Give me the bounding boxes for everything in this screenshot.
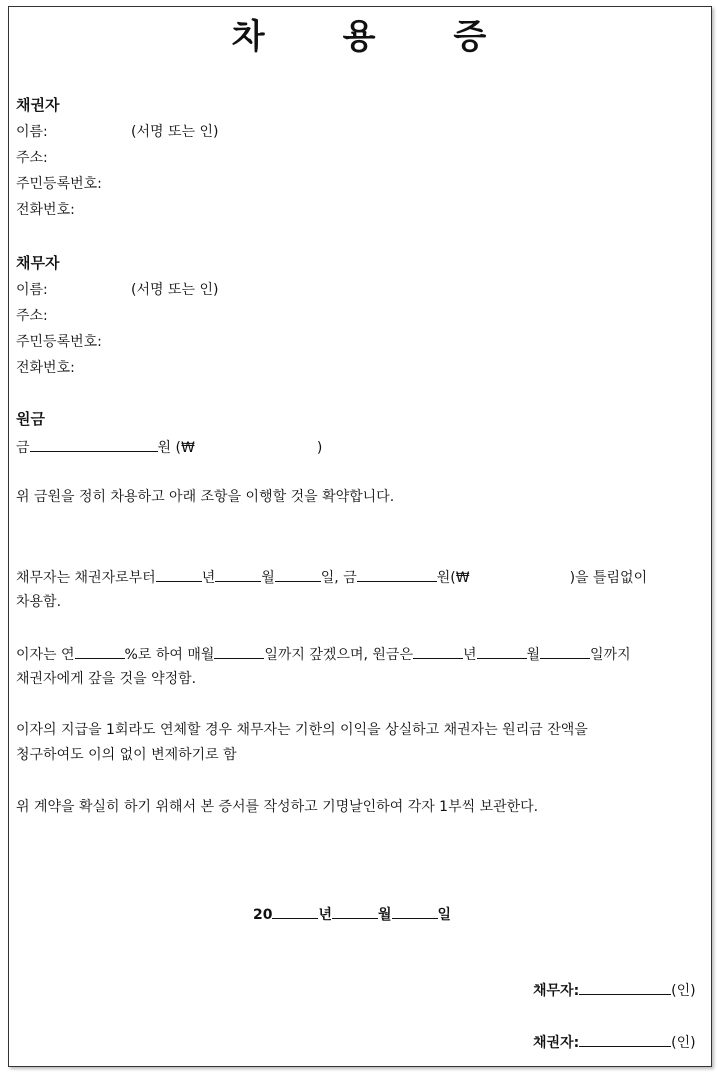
- debtor-heading: 채무자: [16, 254, 60, 272]
- text: (인): [671, 983, 696, 999]
- para3-line2: 청구하여도 이의 없이 변제하기로 함: [16, 747, 237, 763]
- para4-text: 위 계약을 확실히 하기 위해서 본 증서를 작성하고 기명날인하여 각자 1부씩 보관한다.: [16, 799, 539, 815]
- text: 년: [462, 647, 477, 663]
- pledge-text: 위 금원을 정히 차용하고 아래 조항을 이행할 것을 확약합니다.: [16, 489, 395, 505]
- text: 일까지: [590, 647, 631, 663]
- para3-line1: 이자의 지급을 1회라도 연체할 경우 채무자는 기한의 이익을 상실하고 채권자는 원리금 잔액을: [16, 722, 588, 738]
- debtor-sign-note: (서명 또는 인): [131, 282, 219, 298]
- creditor-phone-label: 전화번호:: [16, 202, 75, 218]
- creditor-heading: 채권자: [16, 96, 60, 114]
- text: 이자는 연: [16, 647, 75, 663]
- day-blank[interactable]: [275, 567, 321, 582]
- creditor-name-label: 이름:: [16, 124, 48, 140]
- debtor-address-label: 주소:: [16, 308, 48, 324]
- title-char: 증: [453, 17, 489, 57]
- principal-close: ): [316, 440, 323, 456]
- para2-line2: 채권자에게 갚을 것을 약정함.: [16, 671, 197, 687]
- text: 일: [437, 907, 452, 923]
- text: 년: [318, 907, 333, 923]
- creditor-id-label: 주민등록번호:: [16, 176, 102, 192]
- document-title: [9, 17, 711, 57]
- day-blank[interactable]: [540, 644, 590, 659]
- creditor-sign-note: (서명 또는 인): [131, 124, 219, 140]
- debtor-id-label: 주민등록번호:: [16, 334, 102, 350]
- date-line: [253, 904, 451, 924]
- text: 년: [201, 570, 216, 586]
- text: )을 틀림없이: [569, 570, 648, 586]
- text: %로 하여 매월: [124, 647, 215, 663]
- signature-blank[interactable]: [579, 1032, 671, 1047]
- text: (인): [671, 1035, 696, 1051]
- text: 월: [526, 647, 541, 663]
- text: 월: [261, 570, 275, 586]
- principal-amount-blank[interactable]: [30, 437, 158, 452]
- text: 월: [378, 907, 392, 923]
- year-blank[interactable]: [272, 904, 318, 919]
- text: 채무자:: [533, 983, 580, 999]
- text: 일, 금: [320, 570, 357, 586]
- amount-blank[interactable]: [357, 567, 437, 582]
- text: 채권자:: [533, 1035, 580, 1051]
- debtor-name-label: 이름:: [16, 282, 48, 298]
- principal-prefix: 금: [16, 440, 30, 456]
- text: 일까지 갚겠으며, 원금은: [264, 647, 413, 663]
- debtor-phone-label: 전화번호:: [16, 360, 75, 376]
- signature-blank[interactable]: [579, 980, 671, 995]
- pay-day-blank[interactable]: [214, 644, 264, 659]
- creditor-address-label: 주소:: [16, 150, 48, 166]
- title-char: 차: [231, 17, 267, 57]
- month-blank[interactable]: [477, 644, 527, 659]
- text: 20: [253, 907, 273, 923]
- month-blank[interactable]: [215, 567, 261, 582]
- text: 원(₩: [436, 570, 470, 586]
- para2-line1: [16, 644, 631, 664]
- principal-heading: 원금: [16, 410, 45, 428]
- day-blank[interactable]: [392, 904, 438, 919]
- text: 채무자는 채권자로부터: [16, 570, 156, 586]
- para1-line1: [16, 567, 647, 587]
- para1-line2: 차용함.: [16, 594, 62, 610]
- year-blank[interactable]: [156, 567, 202, 582]
- month-blank[interactable]: [332, 904, 378, 919]
- creditor-signature: [533, 1032, 696, 1052]
- document-page: [8, 6, 712, 1067]
- year-blank[interactable]: [413, 644, 463, 659]
- debtor-signature: [533, 980, 696, 1000]
- principal-unit: 원 (₩: [157, 440, 195, 456]
- rate-blank[interactable]: [75, 644, 125, 659]
- principal-line: [16, 437, 322, 457]
- title-char: 용: [342, 17, 378, 57]
